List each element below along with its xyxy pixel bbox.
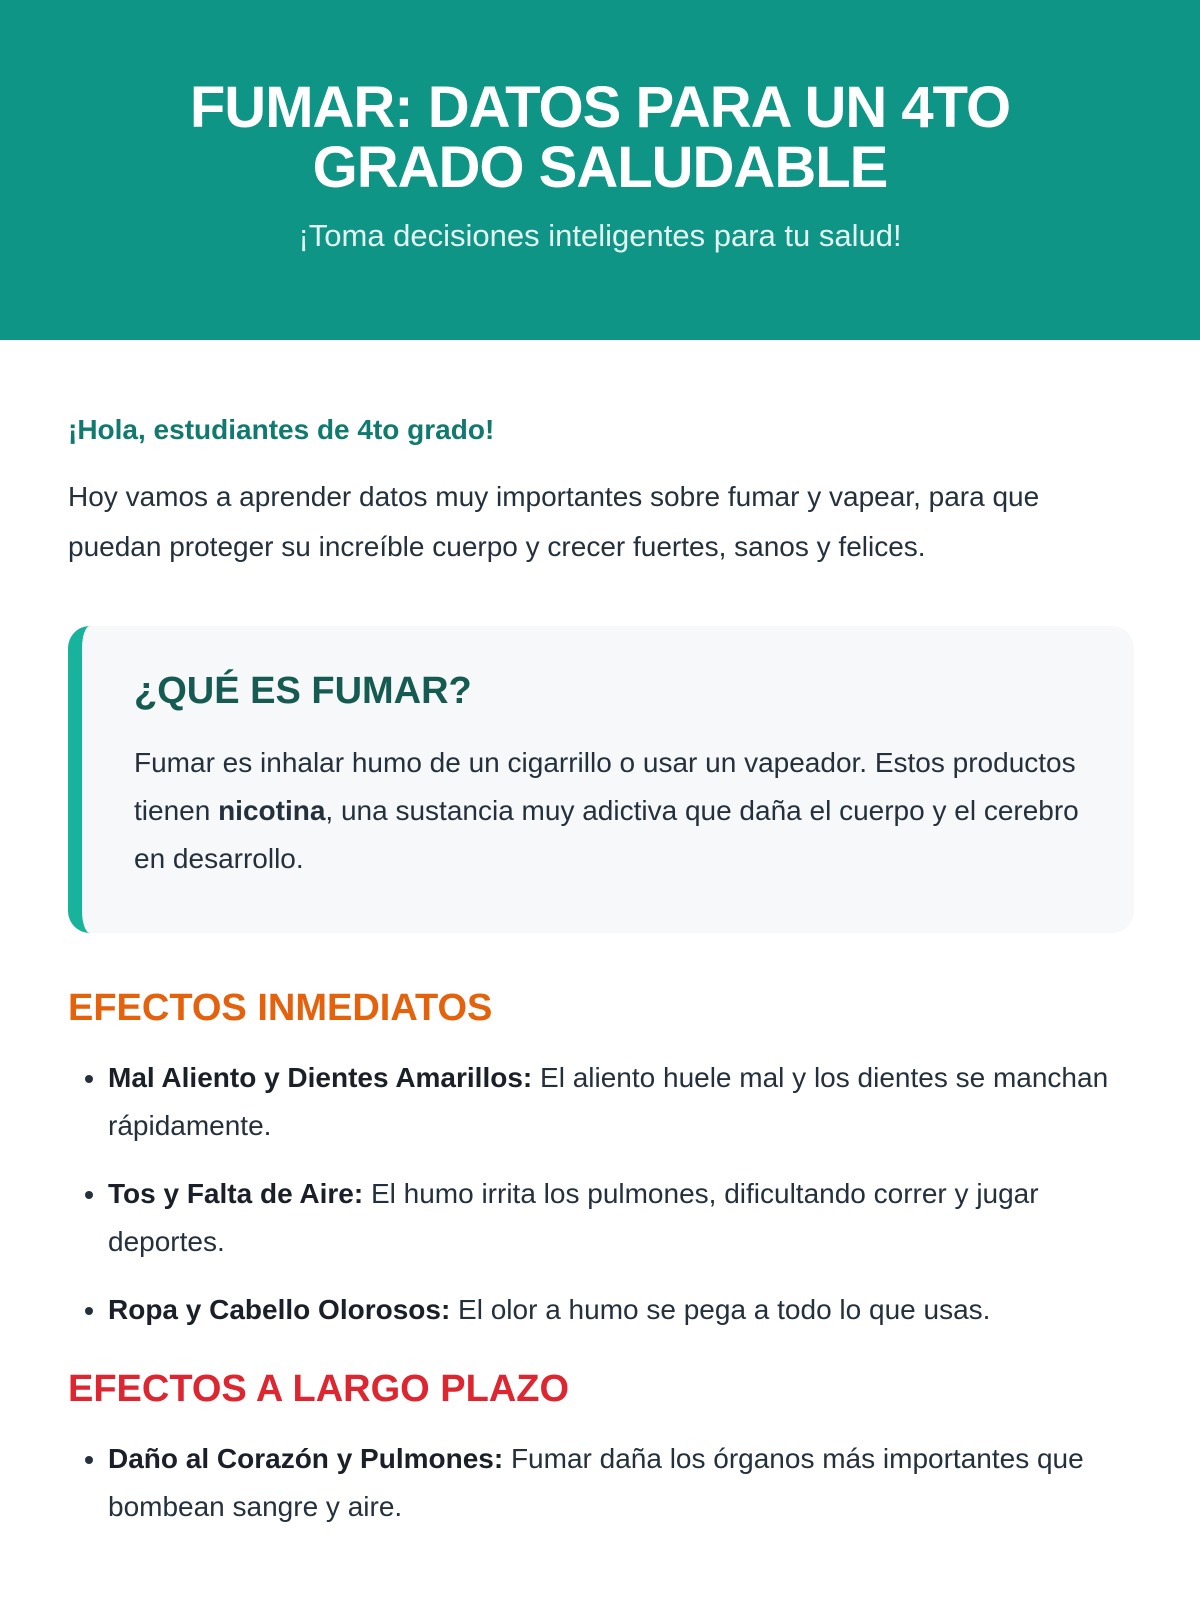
page-title: FUMAR: DATOS PARA UN 4TO GRADO SALUDABLE	[189, 75, 1011, 200]
list-item-term: Mal Aliento y Dientes Amarillos:	[108, 1062, 533, 1093]
list-item	[108, 1286, 1132, 1334]
list-item-term: Daño al Corazón y Pulmones:	[108, 1443, 504, 1474]
intro-paragraph: Hoy vamos a aprender datos muy importantes sobre fumar y vapear, para que puedan proteger su increíble cuerpo y crecer fuertes, sanos y felices.	[68, 481, 1040, 562]
list-item-text: El olor a humo se pega a todo lo que usas.	[450, 1294, 991, 1325]
main-content	[0, 414, 1200, 1531]
what-is-smoking-box	[68, 626, 1134, 933]
info-box-text-start: Fumar es inhalar humo de un cigarrillo o usar un vapeador. Estos productos tienen	[134, 747, 1076, 826]
info-box-title: ¿QUÉ ES FUMAR?	[134, 670, 472, 712]
greeting: ¡Hola, estudiantes de 4to grado!	[68, 414, 495, 445]
page-subtitle: ¡Toma decisiones inteligentes para tu salud!	[298, 218, 902, 253]
list-item-text: El humo irrita los pulmones, dificultando correr y jugar deportes.	[108, 1178, 1039, 1257]
long-term-effects-title: EFECTOS A LARGO PLAZO	[68, 1368, 570, 1410]
list-item-term: Ropa y Cabello Olorosos:	[108, 1294, 451, 1325]
info-box-keyword: nicotina	[218, 795, 326, 826]
list-item	[108, 1054, 1132, 1150]
list-item	[108, 1170, 1132, 1266]
long-term-effects-list	[68, 1435, 1132, 1531]
immediate-effects-title: EFECTOS INMEDIATOS	[68, 987, 493, 1029]
page-header	[0, 0, 1200, 340]
list-item	[108, 1435, 1132, 1531]
info-box-text-end: , una sustancia muy adictiva que daña el cuerpo y el cerebro en desarrollo.	[134, 795, 1079, 874]
immediate-effects-list	[68, 1054, 1132, 1334]
list-item-text: Fumar daña los órganos más importantes que bombean sangre y aire.	[108, 1443, 1084, 1522]
list-item-term: Tos y Falta de Aire:	[108, 1178, 364, 1209]
info-box-text	[134, 739, 1082, 883]
list-item-text: El aliento huele mal y los dientes se manchan rápidamente.	[108, 1062, 1109, 1141]
